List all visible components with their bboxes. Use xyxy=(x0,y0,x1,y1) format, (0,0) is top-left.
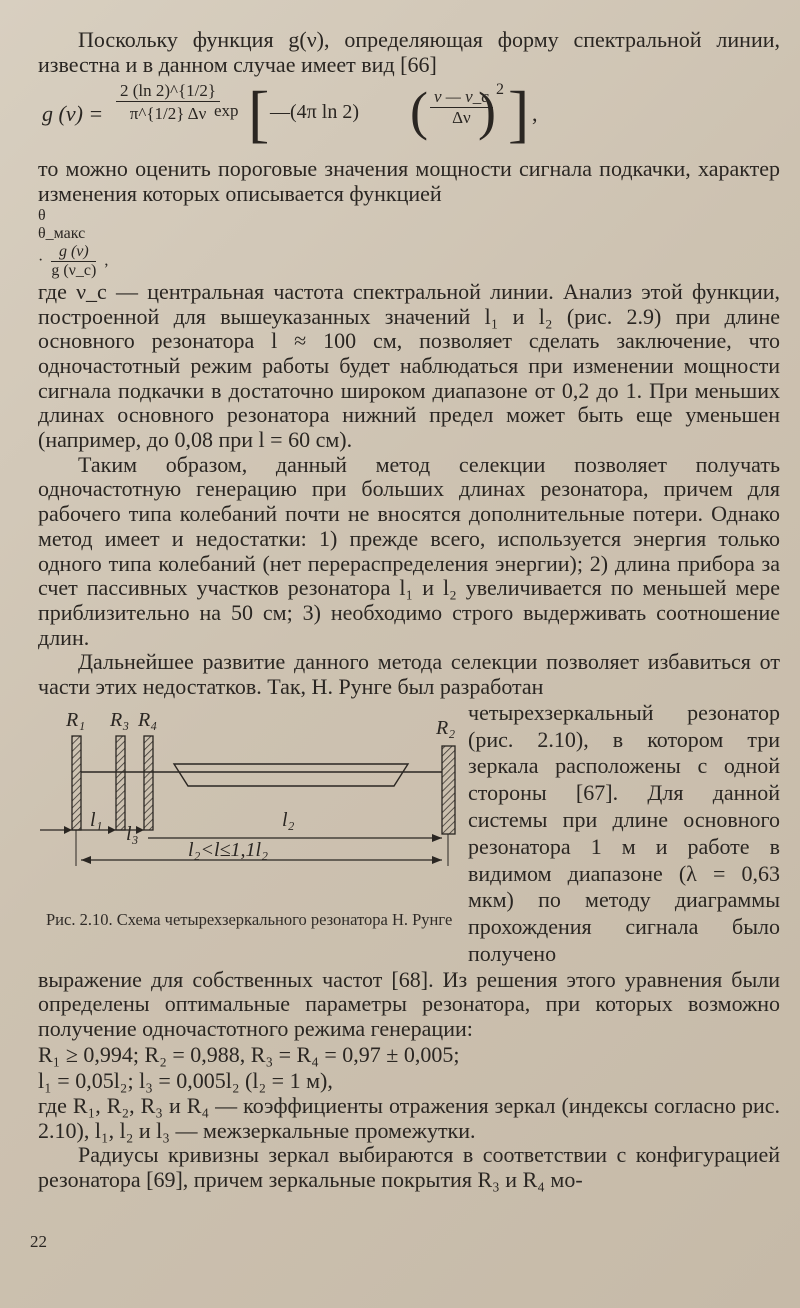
formula-fraction-denominator: π^{1/2} Δν xyxy=(129,104,207,124)
formula-paren-open: ( xyxy=(410,81,428,142)
paragraph-where: где ν_c — центральная частота спектральной линии. Анализ этой функции, построенной для вышеуказанных значений l₁ и l₂ (рис. 2.9) при длине основного резонатора l ≈ 100 см, позволяет сделать заключение, что одночастотный режим работы будет наблюдаться при изменении мощности сигнала подкачки в достаточно широком диапазоне от 0,2 до 1. При меньших длинах основного резонатора нижний предел может быть еще уменьшен (например, до 0,08 при l = 60 см). xyxy=(38,278,780,453)
label-l3: l₃ xyxy=(126,822,139,845)
formula-comma: , xyxy=(532,101,538,127)
formula-paren-close: ) xyxy=(478,81,496,142)
formula-bracket-close: ] xyxy=(508,78,530,150)
ratio-g xyxy=(51,243,96,280)
mirror-r3 xyxy=(116,736,125,830)
paragraph-continue: выражение для собственных частот [68]. Из решения этого уравнения были определены оптимальные параметры резонатора, при которых возможно получение одночастотного режима генерации: xyxy=(38,966,780,1042)
figure-2-10 xyxy=(38,700,466,968)
arrow-range-left xyxy=(81,856,91,864)
page-number: 22 xyxy=(30,1232,47,1251)
paragraph-intro: Поскольку функция g(ν), определяющая форму спектральной линии, известна и в данном случае имеет вид [66] xyxy=(38,27,780,77)
label-r3: R₃ xyxy=(110,708,130,731)
equation-1: R₁ ≥ 0,994; R₂ = 0,988, R₃ = R₄ = 0,97 ± 0,005; xyxy=(38,1041,460,1067)
formula-g-nu xyxy=(38,79,780,155)
resonator-diagram xyxy=(38,700,466,905)
figure-row xyxy=(38,700,780,968)
figure-caption: Рис. 2.10. Схема четырехзеркального резонатора Н. Рунге xyxy=(46,909,453,929)
equation-2: l₁ = 0,05l₂; l₃ = 0,005l₂ (l₂ = 1 м), xyxy=(38,1067,333,1093)
label-l2: l₂ xyxy=(282,808,295,831)
formula-fraction-numerator: 2 (ln 2)^{1/2} xyxy=(116,81,220,102)
arrow-l2-right xyxy=(432,834,442,842)
formula-inner-numerator: ν — ν_c xyxy=(430,87,493,108)
formula-fraction xyxy=(116,81,220,124)
label-r1: R₁ xyxy=(66,708,86,731)
formula-exp: exp xyxy=(214,101,239,121)
mirror-r2 xyxy=(442,746,455,834)
ratio-theta-num: θ xyxy=(38,206,46,224)
label-l1: l₁ xyxy=(90,808,103,831)
paragraph-development: Дальнейшее развитие данного метода селекции позволяет избавиться от части этих недостатков. Так, Н. Рунге был разработан xyxy=(38,649,780,700)
side-text xyxy=(468,700,780,968)
arrow-l1-left xyxy=(64,826,72,834)
formula-lhs: g (ν) = xyxy=(42,101,104,127)
ratio-dot: · xyxy=(38,251,44,269)
paragraph-estimate-start: то можно оценить пороговые значения мощности сигнала подкачки, характер изменения которых описывается функцией xyxy=(38,156,780,207)
paragraph-estimate-end: , xyxy=(104,251,109,269)
formula-inner-denominator: Δν xyxy=(452,108,471,128)
label-r2: R₂ xyxy=(436,716,456,739)
arrow-l1-right xyxy=(108,826,116,834)
active-element xyxy=(174,764,408,786)
mirror-r1 xyxy=(72,736,81,830)
label-r4: R₄ xyxy=(138,708,158,731)
formula-bracket-open: [ xyxy=(248,78,270,150)
paragraph-radii: Радиусы кривизны зерка﻿л выбираются в соответствии с конфигурацией резонатора [69], причем зеркальные покрытия R₃ и R₄ мо- xyxy=(38,1142,780,1192)
ratio-g-den: g (ν_c) xyxy=(51,261,97,279)
text-column xyxy=(38,28,780,1193)
mirror-r4 xyxy=(144,736,153,830)
ratio-theta-den: θ_макс xyxy=(38,224,86,242)
arrow-range-right xyxy=(432,856,442,864)
paragraph-method: Таким образом, данный метод селекции позволяет получать одночастотную генерацию при больших длинах резонатора, причем для рабочего типа колебаний почти не вносятся дополнительные потери. Однако метод имеет и недостатки: 1) прежде всего, используется энергия только одного типа колебаний (нет перераспределения энергии); 2) длина прибора за счет пассивных участков резонатора l₁ и l₂ увеличивается по меньшей мере приблизительно на 50 см; 3) необходимо строго выдерживать соотношение длин. xyxy=(38,451,780,650)
formula-power: 2 xyxy=(496,81,504,99)
ratio-g-num: g (ν) xyxy=(51,243,96,262)
formula-inner: —(4π ln 2) xyxy=(270,101,359,124)
paragraph-side: четырехзеркальный резонатор (рис. 2.10), в котором три зеркала расположены с одной стороны [67]. Для данной системы при длине основного резонатора 1 м и работе в видимом диапазоне (λ = 0,63 мкм) по методу диаграммы прохождения сигнала было получено xyxy=(468,699,780,966)
label-range: l₂<l≤1,1l₂ xyxy=(188,838,269,861)
paragraph-coefficients: где R₁, R₂, R₃ и R₄ — коэффициенты отражения зеркал (индексы согласно рис. 2.10), l₁, l₂ и l₃ — межзеркальные промежутки. xyxy=(38,1092,780,1143)
paragraph-estimate xyxy=(38,157,780,206)
